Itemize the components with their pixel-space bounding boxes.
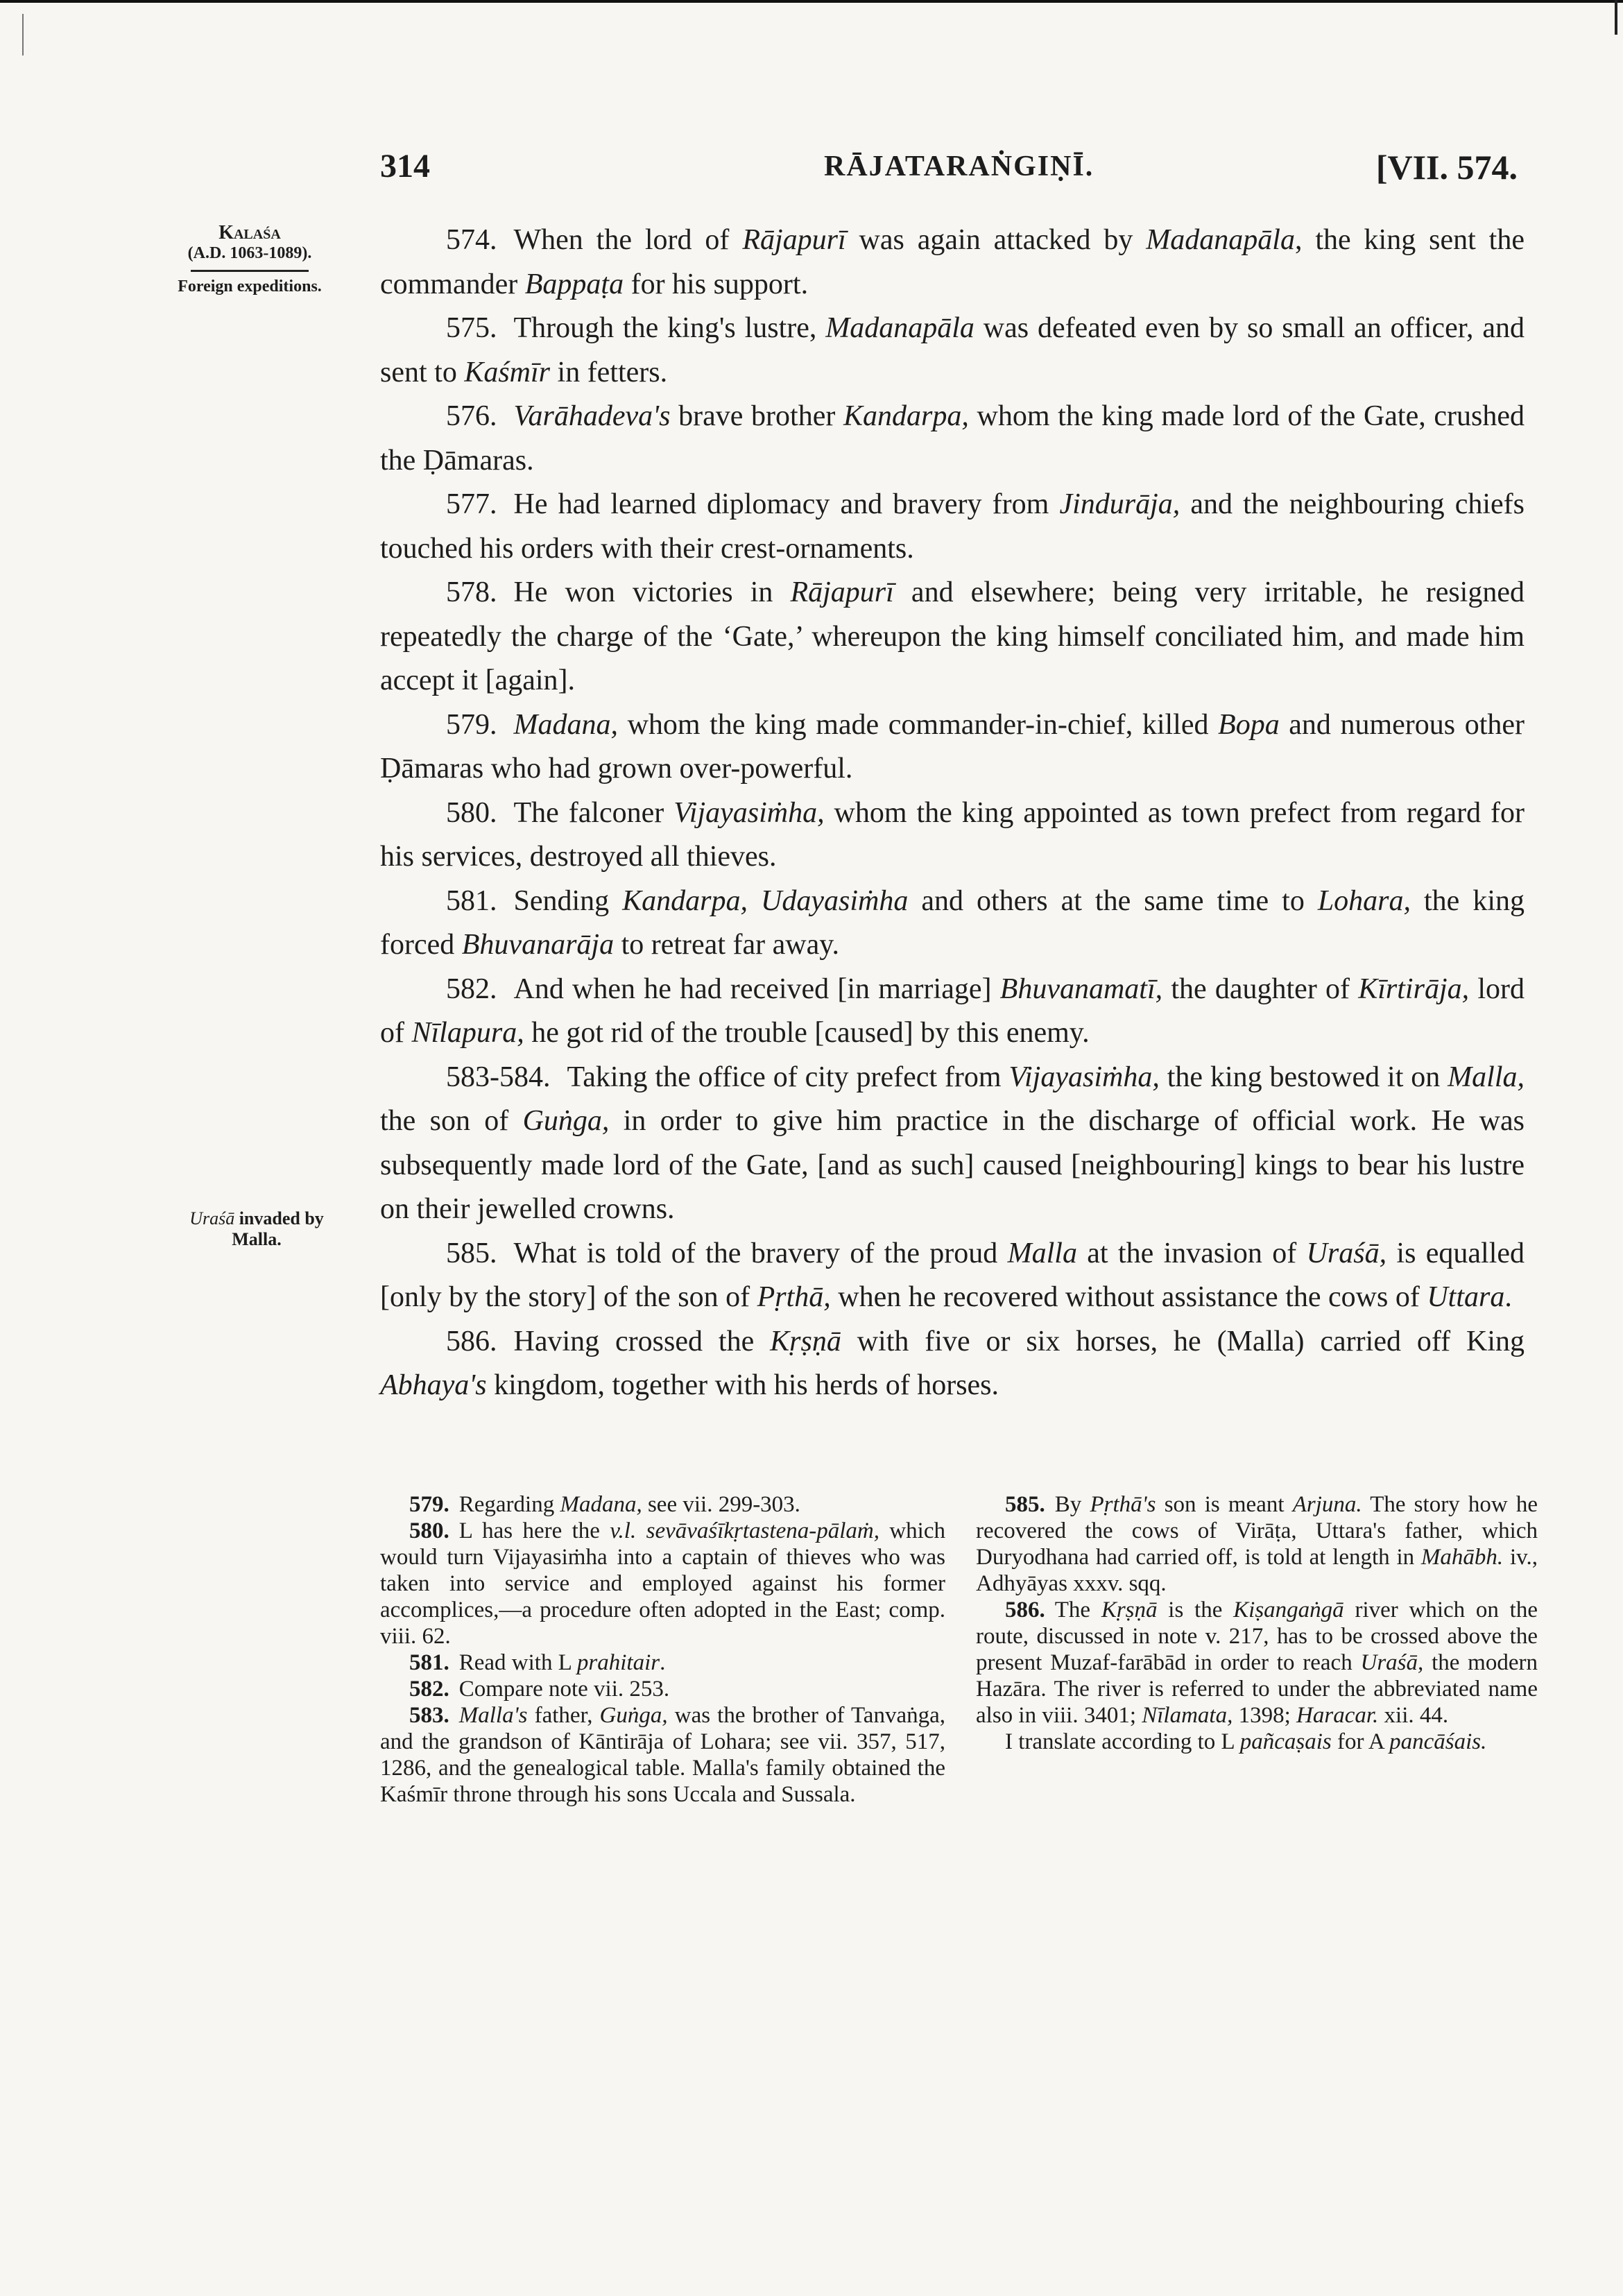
note-name: pancāśais. [1389, 1729, 1487, 1754]
verse-text: and numerous other Ḍāmaras who had grown over-powerful. [380, 708, 1525, 785]
verse-text: the son of [380, 1105, 523, 1137]
verse-name: Bappaṭa [524, 268, 624, 300]
note-583 [380, 1702, 945, 1808]
note-text: The [1054, 1597, 1101, 1622]
verse-number: 583-584. [446, 1061, 551, 1093]
note-586 [976, 1597, 1538, 1729]
verse-text: was defeated even by so small an officer, and sent to [380, 312, 1525, 388]
note-number: 583. [409, 1703, 449, 1728]
note-581 [380, 1650, 945, 1676]
verse-name: Bhuvanamatī, [999, 973, 1163, 1005]
note-text: I translate according to L [1005, 1729, 1240, 1754]
note-name: v.l. sevāvaśīkṛtastena-pālaṁ, [610, 1518, 879, 1543]
note-text: the modern Hazāra. The river is referred to under the abbreviated name also in viii. 3401; [976, 1650, 1538, 1728]
note-name: Arjuna. [1292, 1492, 1362, 1517]
note-name: Haracar. [1296, 1703, 1379, 1728]
verse-number: 576. [446, 400, 497, 432]
sidenote-agent: Malla. [232, 1229, 282, 1249]
verse-text: Sending [513, 884, 623, 917]
verse-text: Having crossed the [513, 1325, 771, 1357]
note-name: Kiṣangaṅgā [1233, 1597, 1344, 1622]
sidenote-dates: (A.D. 1063-1089). [187, 244, 312, 262]
verse-text: , the king sent the commander [380, 224, 1525, 300]
note-text: see vii. 299-303. [642, 1492, 800, 1517]
verse-577 [380, 483, 1525, 571]
note-text: . [660, 1650, 666, 1675]
verse-name: Madanapāla [1146, 224, 1295, 256]
verse-text: and others at the same time to [908, 884, 1318, 917]
verse-text: whom the king made lord of the Gate, crushed the Ḍāmaras. [380, 400, 1525, 477]
verse-name: Bhuvanarāja [461, 929, 615, 961]
verse-text: kingdom, together with his herds of horses. [486, 1369, 999, 1401]
verse-number: 582. [446, 973, 497, 1005]
note-name: prahitair [576, 1650, 660, 1675]
verse-text: The falconer [513, 796, 674, 829]
verse-name: Uttara [1427, 1281, 1505, 1313]
verse-text: And when he had received [in marriage] [513, 973, 1000, 1005]
verse-574 [380, 219, 1525, 307]
note-name: Guṅga, [599, 1703, 668, 1728]
verse-583-584 [380, 1056, 1525, 1232]
verse-text: the daughter of [1162, 973, 1359, 1005]
note-text: is the [1157, 1597, 1234, 1622]
sidenote-kalasa [132, 222, 368, 296]
verse-name: Pṛthā, [757, 1281, 831, 1313]
note-585 [976, 1491, 1538, 1597]
verse-text: whom the king made commander-in-chief, killed [618, 708, 1219, 741]
verse-text: for his support. [624, 268, 809, 300]
verse-name: Kandarpa, [843, 400, 969, 432]
verse-name: Guṅga, [522, 1105, 610, 1137]
verse-name: Lohara, [1317, 884, 1411, 917]
verse-name: Madanapāla [825, 312, 974, 344]
verse-586 [380, 1320, 1525, 1408]
main-text [380, 219, 1525, 1408]
note-text: Read with L [458, 1650, 577, 1675]
note-number: 581. [409, 1650, 449, 1675]
note-text: 1398; [1233, 1703, 1297, 1728]
scan-top-border [0, 0, 1623, 3]
note-text: was the brother of Tanvaṅga, and the grandson of Kāntirāja of Lohara; see vii. 357, 517, 1286, and the genealogical table. Malla's family obtained the Kaśmīr throne through his sons Uccala and Sussala. [380, 1703, 945, 1807]
verse-name: Kaśmīr [464, 356, 551, 388]
verse-name: Malla, [1448, 1061, 1525, 1093]
note-name: Malla's [458, 1703, 528, 1728]
sidenote-text: invaded by [234, 1208, 324, 1228]
note-text: for A [1331, 1729, 1390, 1754]
note-text: river which on the route, discussed in note v. 217, has to be crossed above the present Muzaf-farābād in order to reach [976, 1597, 1538, 1675]
verse-text: at the invasion of [1076, 1237, 1307, 1269]
verse-number: 577. [446, 488, 497, 520]
verse-text: the king forced [380, 884, 1525, 961]
verse-name: Nīlapura, [411, 1017, 524, 1049]
note-text: Regarding [458, 1492, 560, 1517]
note-name: Nīlamata, [1142, 1703, 1233, 1728]
scan-edge-mark [22, 14, 24, 55]
sidenote-king: Kalaśa [218, 222, 281, 243]
verse-text: the king bestowed it on [1159, 1061, 1448, 1093]
note-text: xii. 44. [1378, 1703, 1449, 1728]
verse-text: and the neighbouring chiefs touched his orders with their crest-ornaments. [380, 488, 1525, 565]
note-name: pañcaṣais [1239, 1729, 1332, 1754]
verse-text: What is told of the bravery of the proud [513, 1237, 1008, 1269]
verse-text: brave brother [670, 400, 843, 432]
verse-text: . [1504, 1281, 1512, 1313]
verse-text: Taking the office of city prefect from [567, 1061, 1009, 1093]
verse-number: 580. [446, 796, 497, 829]
verse-name: Kandarpa, Udayasiṁha [622, 884, 909, 917]
verse-name: Uraśā, [1306, 1237, 1387, 1269]
footnotes-left [380, 1491, 945, 1808]
sidenote-place: Uraśā [189, 1208, 235, 1228]
note-text: Compare note vii. 253. [458, 1677, 670, 1702]
note-580 [380, 1518, 945, 1650]
verse-name: Malla [1007, 1237, 1077, 1269]
verse-reference: [VII. 574. [1375, 148, 1518, 187]
verse-name: Varāhadeva's [513, 400, 671, 432]
note-582 [380, 1676, 945, 1702]
verse-name: Vijayasiṁha, [1008, 1061, 1160, 1093]
verse-number: 585. [446, 1237, 497, 1269]
verse-text: in order to give him practice in the discharge of official work. He was subsequently made lord of the Gate, [and as such] caused [neighbouring] kings to bear his lustre on their jewelled crowns. [380, 1105, 1525, 1225]
verse-text: was again attacked by [845, 224, 1147, 256]
note-name: Uraśā, [1360, 1650, 1424, 1675]
note-text: father, [527, 1703, 600, 1728]
note-number: 582. [409, 1677, 449, 1702]
verse-name: Bopa [1218, 708, 1280, 741]
note-text: L has here the [458, 1518, 610, 1543]
verse-581 [380, 880, 1525, 968]
scan-edge-mark [1615, 0, 1617, 35]
verse-text: is equalled [only by the story] of the son of [380, 1237, 1525, 1313]
verse-name: Jindurāja, [1059, 488, 1180, 520]
verse-text: Through the king's lustre, [513, 312, 826, 344]
verse-text: when he recovered without assistance the cows of [830, 1281, 1427, 1313]
verse-576 [380, 395, 1525, 483]
footnotes-right [976, 1491, 1538, 1755]
verse-579 [380, 703, 1525, 791]
verse-585 [380, 1232, 1525, 1320]
verse-text: He won victories in [513, 576, 791, 608]
note-name: Mahābh. [1420, 1545, 1504, 1570]
verse-name: Kīrtirāja, [1358, 973, 1470, 1005]
note-name: Madana, [560, 1492, 642, 1517]
note-579 [380, 1491, 945, 1518]
verse-575 [380, 307, 1525, 395]
verse-text: to retreat far away. [614, 929, 839, 961]
note-text: The story how he recovered the cows of Virāṭa, Uttara's father, which Duryodhana had carried off, is told at length in [976, 1492, 1538, 1570]
verse-text: and elsewhere; being very irritable, he resigned repeatedly the charge of the ‘Gate,’ whereupon the king himself conciliated him, and made him accept it [again]. [380, 576, 1525, 696]
verse-number: 586. [446, 1325, 497, 1357]
running-header [380, 147, 1518, 196]
page-number: 314 [380, 148, 430, 185]
verse-578 [380, 571, 1525, 703]
note-586-translation [976, 1729, 1538, 1755]
note-name: Kṛṣṇā [1101, 1597, 1158, 1622]
note-text: By [1054, 1492, 1090, 1517]
verse-number: 579. [446, 708, 497, 741]
verse-text: with five or six horses, he (Malla) carried off King [841, 1325, 1525, 1357]
running-title: RĀJATARAṄGIṆĪ. [824, 151, 1094, 182]
verse-text: He had learned diplomacy and bravery from [513, 488, 1060, 520]
note-name: Pṛthā's [1090, 1492, 1156, 1517]
sidenote-urasa [146, 1208, 368, 1250]
verse-name: Kṛṣṇā [770, 1325, 841, 1357]
verse-number: 574. [446, 224, 497, 256]
verse-name: Rājapurī [790, 576, 894, 608]
note-text: iv., Adhyāyas xxxv. sqq. [976, 1545, 1538, 1596]
note-number: 586. [1005, 1597, 1045, 1622]
note-number: 579. [409, 1492, 449, 1517]
note-text: son is meant [1156, 1492, 1293, 1517]
note-number: 580. [409, 1518, 449, 1543]
verse-text: When the lord of [513, 224, 743, 256]
verse-name: Madana, [513, 708, 618, 741]
verse-text: whom the king appointed as town prefect from regard for his services, destroyed all thieves. [380, 796, 1525, 873]
verse-text: in fetters. [550, 356, 668, 388]
verse-number: 578. [446, 576, 497, 608]
sidenote-rule [191, 270, 309, 272]
verse-name: Vijayasiṁha, [673, 796, 825, 829]
verse-number: 575. [446, 312, 497, 344]
verse-580 [380, 791, 1525, 880]
verse-text: he got rid of the trouble [caused] by this enemy. [524, 1017, 1090, 1049]
verse-name: Abhaya's [380, 1369, 487, 1401]
sidenote-foreign: Foreign expeditions. [178, 277, 322, 295]
note-text: which would turn Vijayasiṁha into a captain of thieves who was taken into service and employed against his former accomplices,—a procedure often adopted in the East; comp. viii. 62. [380, 1518, 945, 1649]
note-number: 585. [1005, 1492, 1045, 1517]
verse-number: 581. [446, 884, 497, 917]
verse-582 [380, 968, 1525, 1056]
verse-name: Rājapurī [742, 224, 846, 256]
verse-text: lord of [380, 973, 1525, 1049]
